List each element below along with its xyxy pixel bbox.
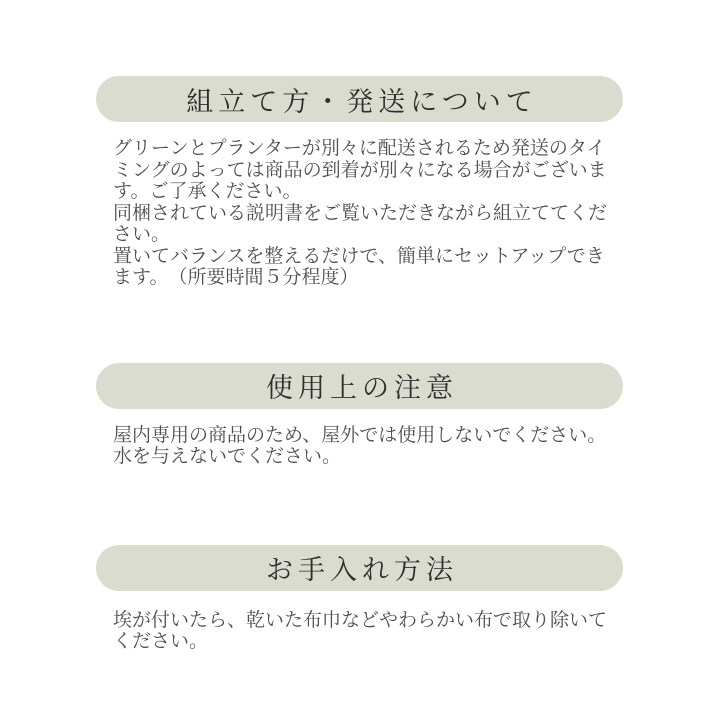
section-title: 組立て方・発送について [186,86,538,117]
section-header-pill [96,545,623,591]
body-line: ミングのよっては商品の到着が別々になる場合がございま [113,159,607,181]
body-line: 水を与えないでください。 [113,446,342,467]
section-body [96,610,623,653]
body-line: 置いてバランスを整えるだけで、簡単にセットアップでき [113,245,605,267]
body-line: さい。 [113,224,171,245]
body-line: ます。 （所要時間５分程度） [113,267,359,288]
product-info-panel [96,76,623,653]
body-line: す。ご了承ください。 [113,181,302,202]
section-care-instructions [96,545,623,653]
body-line: 屋内専用の商品のため、屋外では使用しないでください。 [113,424,607,446]
section-title: お手入れ方法 [266,555,458,585]
body-line: 埃が付いたら、乾いた布巾などやわらかい布で取り除いて [113,609,608,631]
section-body [96,425,623,468]
section-body [96,138,623,289]
body-line: ください。 [113,631,209,652]
section-usage-precautions [96,363,623,468]
section-header-pill [96,363,623,409]
section-title: 使用上の注意 [266,373,458,403]
section-assembly-shipping [96,76,623,289]
body-line: グリーンとプランターが別々に配送されるため発送のタイ [113,138,606,159]
section-header-pill [96,76,623,122]
body-line: 同梱されている説明書をご覧いただきながら組立ててくだ [113,202,608,224]
